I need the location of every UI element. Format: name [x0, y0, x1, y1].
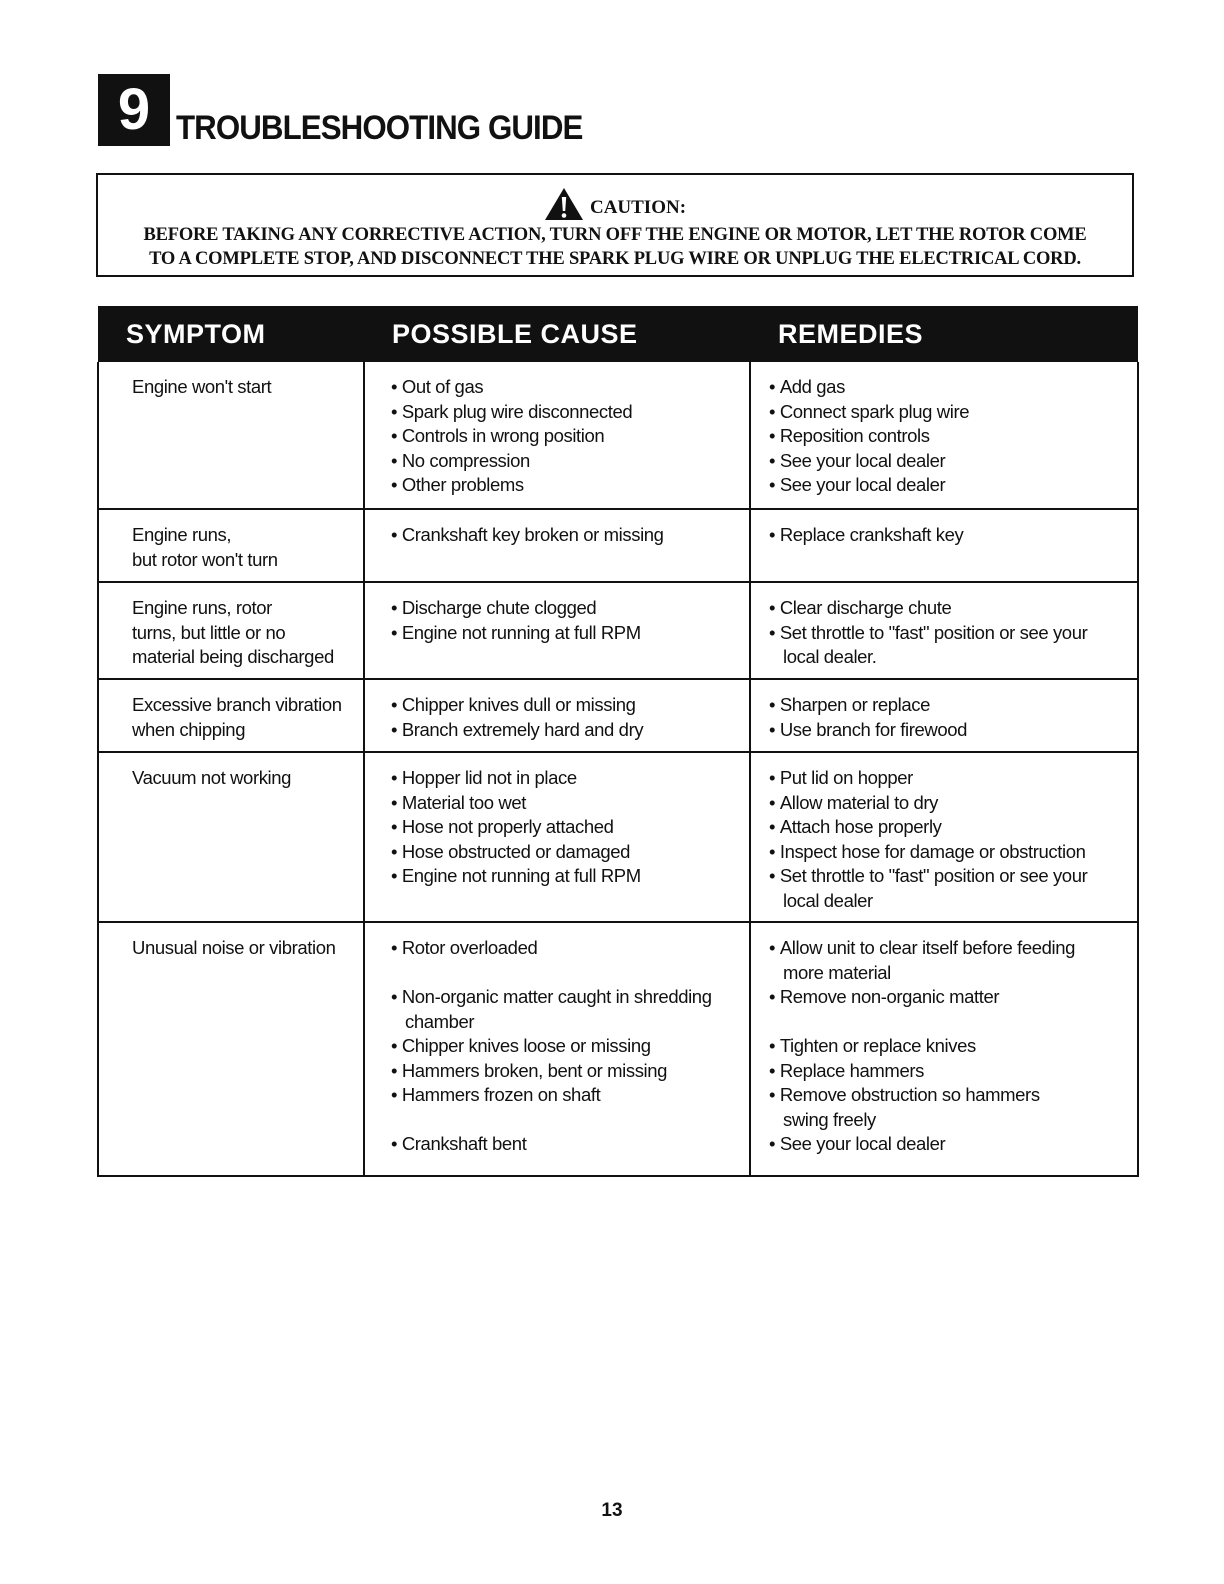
cause-item: • Non-organic matter caught in shredding: [391, 985, 739, 1010]
cause-cell: [364, 679, 750, 752]
cause-cell: [364, 582, 750, 679]
caution-text: [98, 223, 1132, 271]
column-header-cause: POSSIBLE CAUSE: [364, 306, 750, 362]
remedy-item-continued: local dealer: [783, 889, 873, 911]
cause-cell: [364, 922, 750, 1176]
page-title: TROUBLESHOOTING GUIDE: [176, 109, 583, 147]
spacer: [769, 1010, 1127, 1035]
table-row: [98, 752, 1138, 922]
cause-item: • No compression: [391, 449, 739, 474]
remedy-item: • See your local dealer: [769, 473, 1127, 498]
remedy-cell: [750, 922, 1138, 1176]
cause-item: • Chipper knives loose or missing: [391, 1034, 739, 1059]
caution-line: TO A COMPLETE STOP, AND DISCONNECT THE SPARK PLUG WIRE OR UNPLUG THE ELECTRICAL CORD.: [149, 249, 1081, 269]
symptom-cell: [98, 679, 364, 752]
caution-box: [96, 173, 1134, 277]
spacer: [391, 961, 739, 986]
remedy-cell: [750, 679, 1138, 752]
caution-line: BEFORE TAKING ANY CORRECTIVE ACTION, TURN OFF THE ENGINE OR MOTOR, LET THE ROTOR COME: [143, 225, 1087, 245]
remedy-item: • Attach hose properly: [769, 815, 1127, 840]
cause-cell: [364, 752, 750, 922]
remedy-item: • See your local dealer: [769, 449, 1127, 474]
table-row: [98, 509, 1138, 582]
remedy-item: • Put lid on hopper: [769, 766, 1127, 791]
remedy-item: • Reposition controls: [769, 424, 1127, 449]
table-row: [98, 362, 1138, 509]
cause-item: • Other problems: [391, 473, 739, 498]
spacer: [391, 1108, 739, 1133]
table-row: [98, 582, 1138, 679]
remedy-item: • Connect spark plug wire: [769, 400, 1127, 425]
remedy-item: • Replace hammers: [769, 1059, 1127, 1084]
symptom-text: Engine won't start: [132, 376, 272, 397]
table-row: [98, 679, 1138, 752]
column-header-symptom: SYMPTOM: [98, 306, 364, 362]
page-number: 13: [601, 1500, 623, 1521]
symptom-cell: [98, 752, 364, 922]
remedy-item: • Tighten or replace knives: [769, 1034, 1127, 1059]
cause-item: • Hose not properly attached: [391, 815, 739, 840]
remedy-cell: [750, 509, 1138, 582]
cause-item: • Material too wet: [391, 791, 739, 816]
remedy-item: • Allow unit to clear itself before feeding: [769, 936, 1127, 961]
remedy-cell: [750, 752, 1138, 922]
remedy-item: • Inspect hose for damage or obstruction: [769, 840, 1127, 865]
remedy-item: • See your local dealer: [769, 1132, 1127, 1157]
remedy-item: • Use branch for firewood: [769, 718, 1127, 743]
caution-label: CAUTION:: [589, 197, 687, 218]
symptom-cell: [98, 582, 364, 679]
remedy-cell: [750, 362, 1138, 509]
cause-item: • Branch extremely hard and dry: [391, 718, 739, 743]
cause-item: • Out of gas: [391, 375, 739, 400]
cause-item: • Engine not running at full RPM: [391, 864, 739, 889]
symptom-text: Engine runs,: [132, 524, 232, 545]
remedy-item: • Replace crankshaft key: [769, 523, 1127, 548]
symptom-text: but rotor won't turn: [132, 548, 278, 570]
symptom-cell: [98, 922, 364, 1176]
remedy-item: • Add gas: [769, 375, 1127, 400]
symptom-cell: [98, 362, 364, 509]
symptom-text: material being discharged: [132, 646, 334, 667]
table-header-row: [98, 306, 1138, 362]
symptom-text: Vacuum not working: [132, 767, 292, 788]
remedy-item-continued: more material: [783, 961, 891, 983]
cause-item: • Controls in wrong position: [391, 424, 739, 449]
cause-item: • Hammers frozen on shaft: [391, 1083, 739, 1108]
section-header: [98, 74, 618, 146]
symptom-text: turns, but little or no: [132, 621, 286, 643]
remedy-item-continued: local dealer.: [783, 646, 877, 667]
remedy-item-continued: swing freely: [783, 1108, 876, 1130]
cause-item: • Discharge chute clogged: [391, 596, 739, 621]
caution-heading: [98, 181, 1132, 221]
symptom-text: Unusual noise or vibration: [132, 937, 336, 958]
cause-item: • Spark plug wire disconnected: [391, 400, 739, 425]
warning-triangle-icon: [544, 187, 584, 221]
symptom-text: Engine runs, rotor: [132, 597, 272, 618]
cause-item: • Crankshaft bent: [391, 1132, 739, 1157]
troubleshooting-table: [97, 306, 1139, 1177]
remedy-item: • Remove non-organic matter: [769, 985, 1127, 1010]
cause-item: • Hopper lid not in place: [391, 766, 739, 791]
cause-item: • Hose obstructed or damaged: [391, 840, 739, 865]
remedy-item: • Clear discharge chute: [769, 596, 1127, 621]
section-number-badge: 9: [98, 74, 170, 146]
remedy-cell: [750, 582, 1138, 679]
remedy-item: • Set throttle to "fast" position or see your: [769, 621, 1127, 646]
table-row: [98, 922, 1138, 1176]
remedy-item: • Set throttle to "fast" position or see your: [769, 864, 1127, 889]
cause-item-continued: chamber: [405, 1010, 475, 1032]
remedy-item: • Remove obstruction so hammers: [769, 1083, 1127, 1108]
cause-item: • Rotor overloaded: [391, 936, 739, 961]
symptom-cell: [98, 509, 364, 582]
cause-item: • Hammers broken, bent or missing: [391, 1059, 739, 1084]
cause-item: • Chipper knives dull or missing: [391, 693, 739, 718]
cause-cell: [364, 362, 750, 509]
remedy-item: • Allow material to dry: [769, 791, 1127, 816]
symptom-text: Excessive branch vibration: [132, 694, 342, 715]
cause-item: • Engine not running at full RPM: [391, 621, 739, 646]
column-header-remedies: REMEDIES: [750, 306, 1138, 362]
cause-item: • Crankshaft key broken or missing: [391, 523, 739, 548]
remedy-item: • Sharpen or replace: [769, 693, 1127, 718]
cause-cell: [364, 509, 750, 582]
symptom-text: when chipping: [132, 718, 246, 740]
